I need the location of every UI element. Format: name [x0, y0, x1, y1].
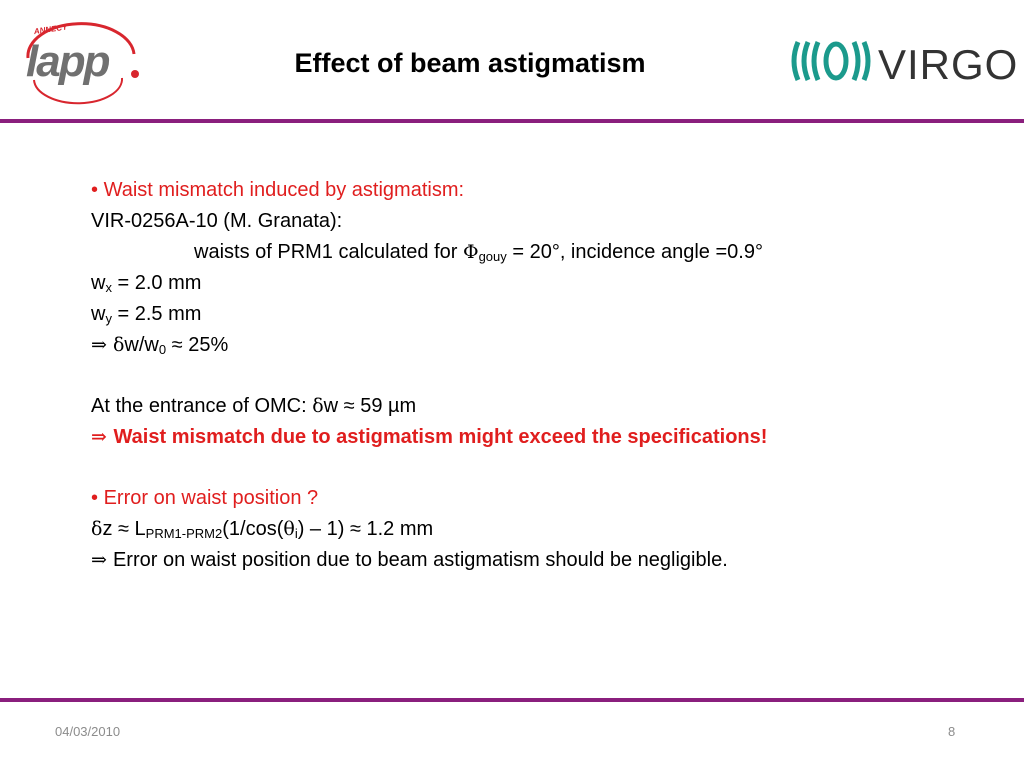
lapp-logo-annecy: ANNECY [33, 22, 68, 37]
theta-subscript: i [294, 526, 298, 541]
bullet-text: Error on waist position ? [103, 487, 319, 509]
formula-part: (1/cos( [222, 518, 284, 540]
footer-date: 04/03/2010 [55, 724, 121, 739]
formula-subscript: PRM1-PRM2 [145, 526, 223, 541]
implies-icon: ⇒ [91, 549, 113, 571]
reference-line: VIR-0256A-10 (M. Granata): [91, 210, 343, 232]
wx-number: = 2.0 mm [111, 272, 202, 294]
implies-icon: ⇒ [91, 426, 114, 448]
footer-divider [0, 698, 1024, 702]
ratio-text: w/w [124, 334, 159, 356]
bullet-icon: • [91, 487, 99, 509]
theta-symbol: θ [283, 518, 295, 540]
waists-text: waists of PRM1 calculated for [194, 241, 463, 263]
slide-body [91, 175, 991, 576]
formula-part: z ≈ L [102, 518, 146, 540]
wy-value [91, 299, 991, 330]
conclusion-text: Error on waist position due to beam astigmatism should be negligible. [112, 549, 728, 571]
wy-subscript: y [105, 311, 112, 326]
omc-value: w ≈ 59 µm [323, 395, 417, 417]
formula-result: ) – 1) ≈ 1.2 mm [297, 518, 434, 540]
warning-text: Waist mismatch due to astigmatism might exceed the specifications! [113, 426, 768, 448]
implies-icon: ⇒ [91, 334, 113, 356]
virgo-logo-text: VIRGO [878, 41, 1019, 88]
delta-symbol: δ [312, 395, 324, 417]
delta-symbol: δ [91, 518, 103, 540]
wx-subscript: x [105, 280, 112, 295]
omc-text: At the entrance of OMC: [91, 395, 313, 417]
waists-text-end: = 20°, incidence angle =0.9° [506, 241, 763, 263]
bullet-waist-position [91, 483, 991, 514]
header-divider [0, 119, 1024, 123]
spacer [91, 453, 991, 483]
dz-formula [91, 514, 991, 545]
delta-symbol: δ [112, 334, 125, 356]
specification-warning [91, 422, 991, 453]
bullet-text: Waist mismatch induced by astigmatism: [103, 179, 465, 201]
phi-symbol: Φ [463, 241, 479, 263]
lapp-logo-wordmark: lapp [26, 37, 109, 86]
wy-number: = 2.5 mm [111, 303, 202, 325]
ratio-result [91, 330, 991, 361]
ratio-subscript: 0 [158, 342, 167, 357]
slide-title: Effect of beam astigmatism [294, 48, 646, 78]
wx-label: w [91, 272, 106, 294]
spacer [91, 361, 991, 391]
omc-entrance-line [91, 391, 991, 422]
wx-value [91, 268, 991, 299]
page-number: 8 [948, 724, 956, 739]
waists-description [91, 237, 991, 268]
conclusion-line [91, 545, 991, 576]
bullet-icon: • [91, 179, 99, 201]
virgo-logo-wave-icon [794, 42, 868, 80]
wy-label: w [91, 303, 106, 325]
bullet-waist-mismatch [91, 175, 991, 206]
ratio-value: ≈ 25% [166, 334, 229, 356]
virgo-logo [790, 38, 1019, 88]
phi-subscript: gouy [478, 249, 507, 264]
